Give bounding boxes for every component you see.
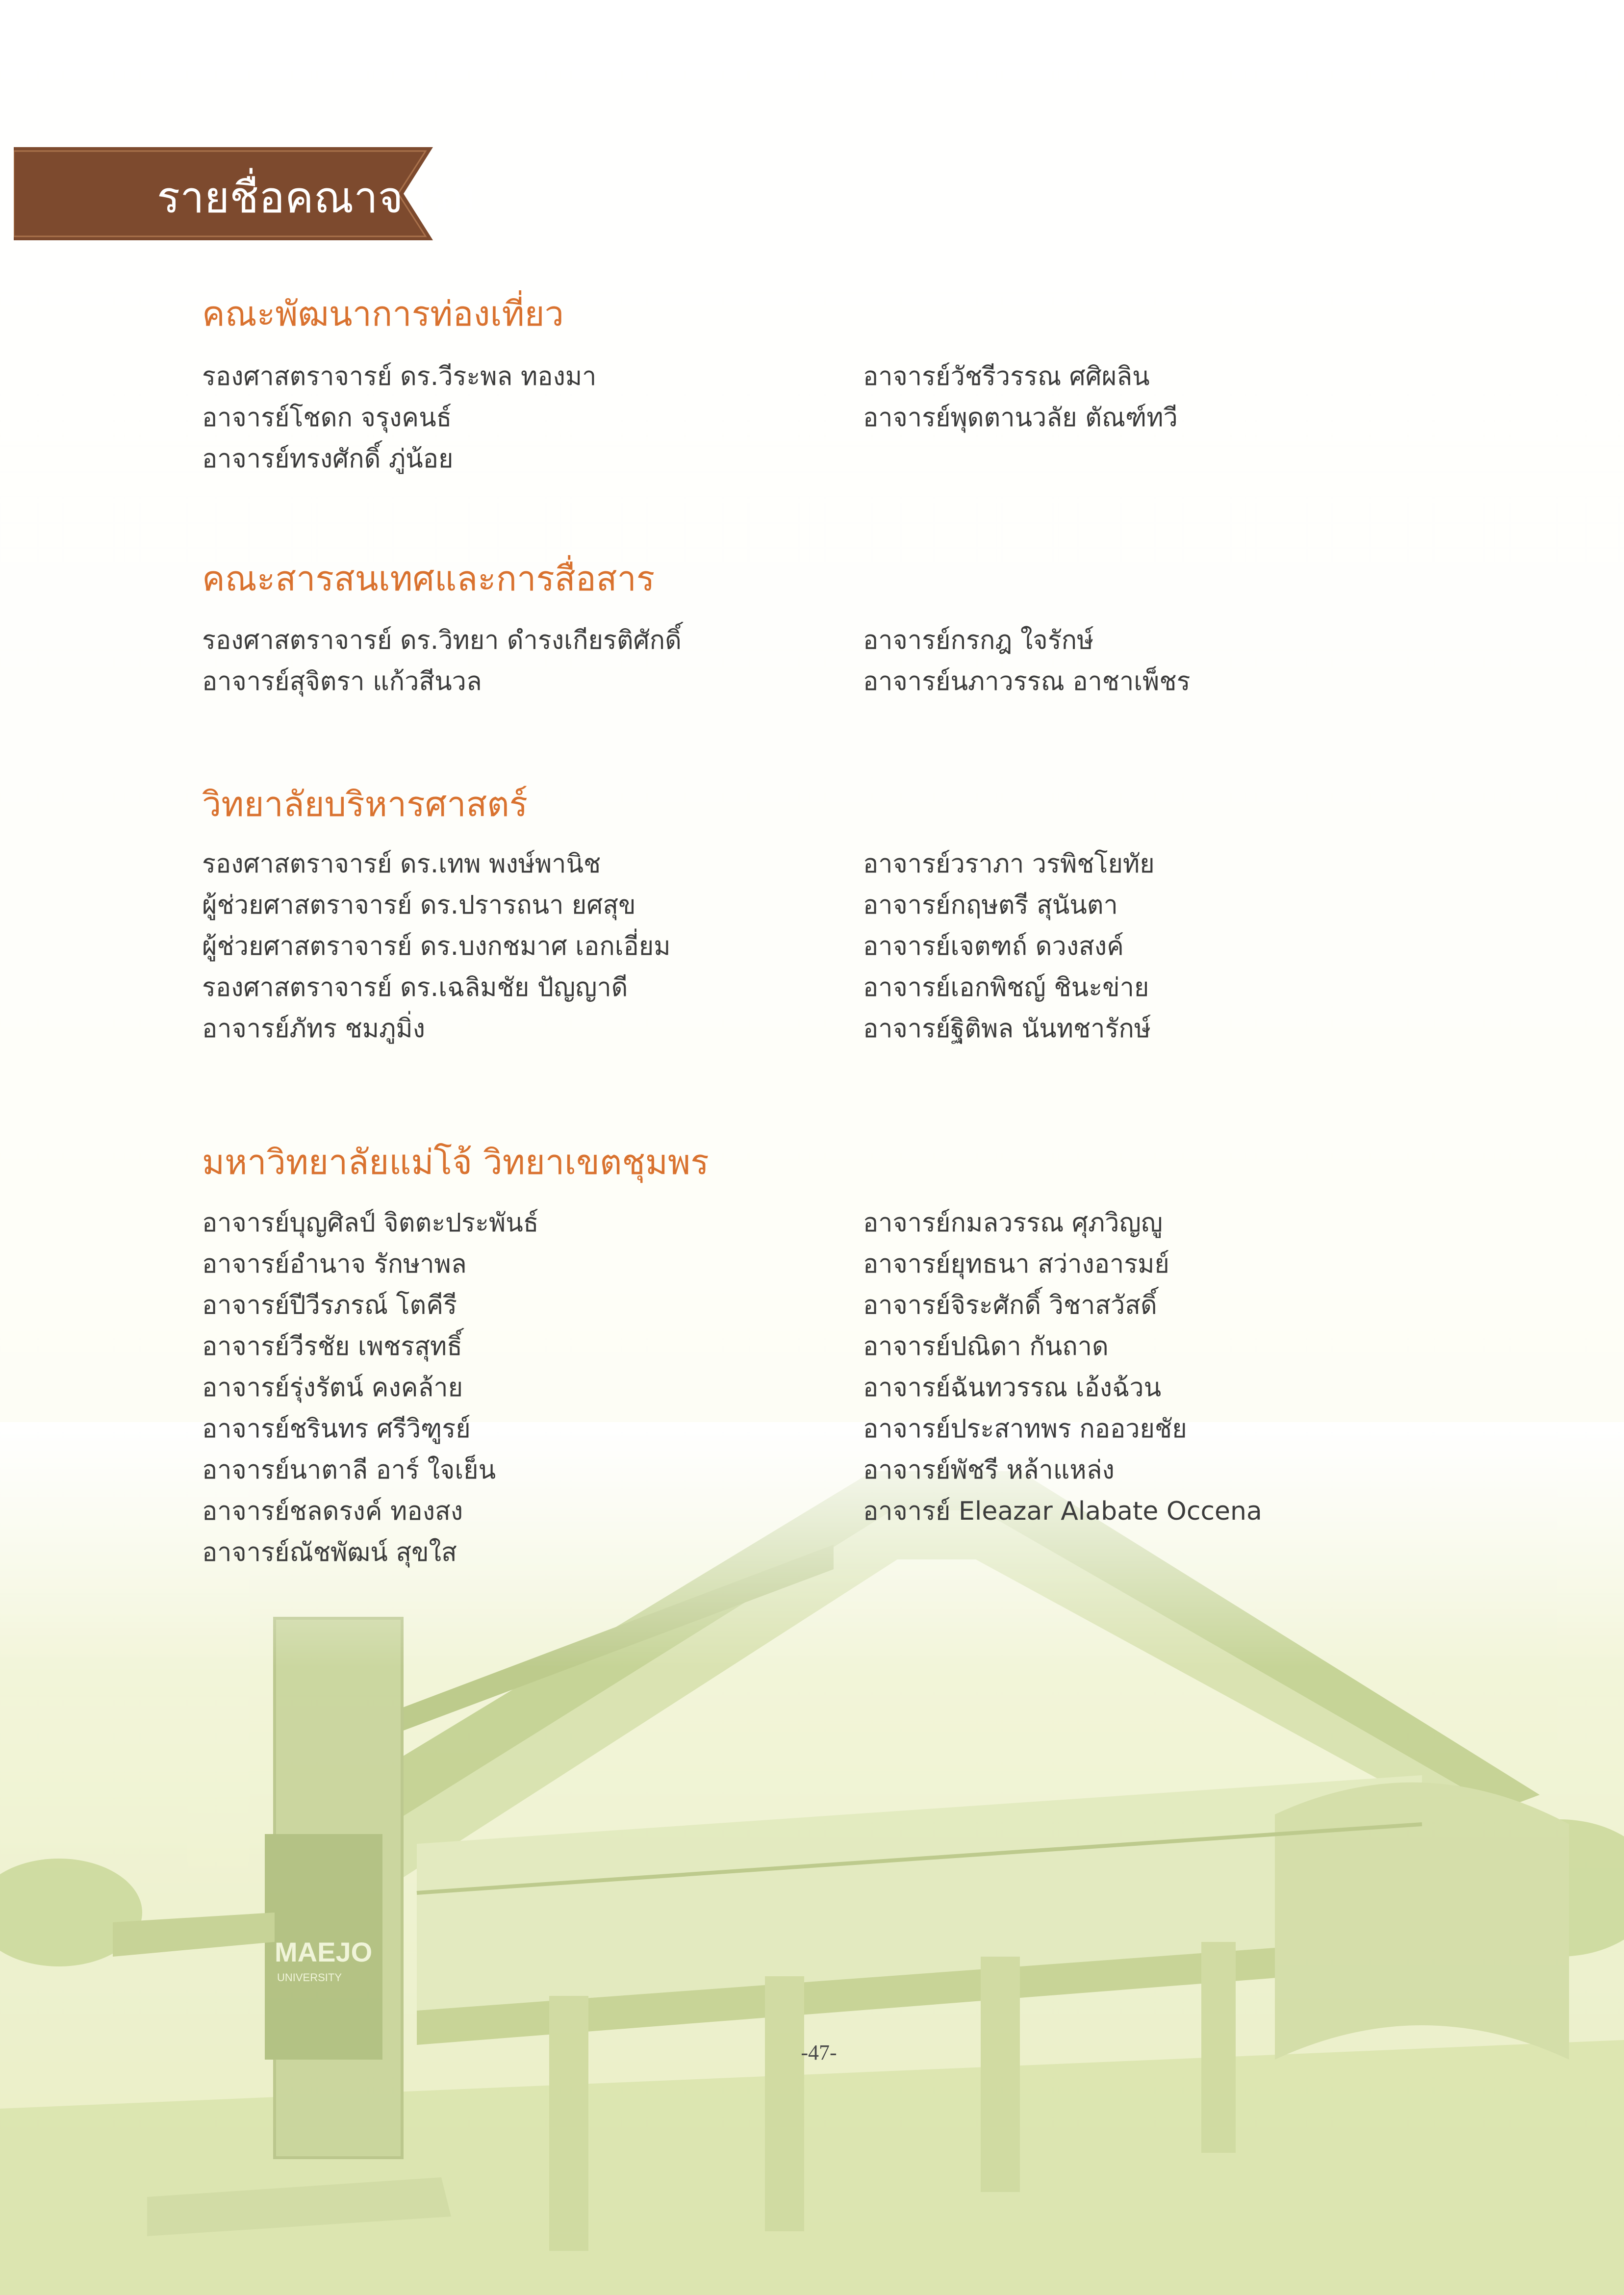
faculty-name: อาจารย์กฤษตรี สุนันตา	[863, 891, 1118, 920]
faculty-name: รองศาสตราจารย์ ดร.วิทยา ดำรงเกียรติศักดิ์	[202, 626, 682, 655]
section-public-admin-left	[202, 843, 671, 1049]
page-title: รายชื่อคณาจารย์	[157, 172, 476, 223]
faculty-name: อาจารย์บุญศิลป์ จิตตะประพันธ์	[202, 1208, 539, 1238]
section-infocomm-left	[202, 620, 682, 702]
faculty-name: อาจารย์วัชรีวรรณ ศศิผลิน	[863, 362, 1150, 391]
faculty-name: อาจารย์เจตฑถ์ ดวงสงค์	[863, 932, 1124, 961]
faculty-name: อาจารย์ Eleazar Alabate Occena	[863, 1497, 1262, 1526]
section-title-chumphon: มหาวิทยาลัยแม่โจ้ วิทยาเขตชุมพร	[202, 1142, 709, 1182]
faculty-name: อาจารย์พัชรี หล้าแหล่ง	[863, 1455, 1115, 1485]
section-chumphon-right	[863, 1202, 1262, 1532]
faculty-name: อาจารย์รุ่งรัตน์ คงคล้าย	[202, 1373, 463, 1402]
faculty-name: อาจารย์กรกฎ ใจรักษ์	[863, 626, 1094, 655]
faculty-name: ผู้ช่วยศาสตราจารย์ ดร.ปรารถนา ยศสุข	[202, 891, 636, 920]
faculty-name: รองศาสตราจารย์ ดร.เฉลิมชัย ปัญญาดี	[202, 973, 628, 1002]
faculty-name: อาจารย์ฉันทวรรณ เอ้งฉ้วน	[863, 1373, 1162, 1402]
faculty-name: อาจารย์ปีวีรภรณ์ โตคีรี	[202, 1291, 457, 1320]
faculty-name: อาจารย์ชลดรงค์ ทองสง	[202, 1497, 463, 1526]
section-public-admin-right	[863, 843, 1155, 1049]
faculty-name: อาจารย์ณัชพัฒน์ สุขใส	[202, 1538, 457, 1567]
section-infocomm-right	[863, 620, 1191, 702]
section-title-infocomm: คณะสารสนเทศและการสื่อสาร	[202, 559, 655, 599]
faculty-name: ผู้ช่วยศาสตราจารย์ ดร.บงกชมาศ เอกเอี่ยม	[202, 932, 671, 961]
faculty-name: รองศาสตราจารย์ ดร.วีระพล ทองมา	[202, 362, 597, 391]
faculty-name: อาจารย์จิระศักดิ์ วิชาสวัสดิ์	[863, 1291, 1157, 1320]
faculty-name: รองศาสตราจารย์ ดร.เทพ พงษ์พานิช	[202, 849, 601, 879]
faculty-name: อาจารย์นาตาลี อาร์ ใจเย็น	[202, 1455, 496, 1485]
faculty-name: อาจารย์โชดก จรุงคนธ์	[202, 403, 452, 433]
section-tourism-left	[202, 356, 596, 480]
faculty-name: อาจารย์ฐิติพล นันทชารักษ์	[863, 1014, 1151, 1044]
faculty-name: อาจารย์สุจิตรา แก้วสีนวล	[202, 667, 482, 696]
faculty-name: อาจารย์พุดตานวลัย ตัณฑ์ทวี	[863, 403, 1178, 433]
faculty-name: อาจารย์กมลวรรณ ศุภวิญญู	[863, 1208, 1163, 1238]
faculty-name: อาจารย์วราภา วรพิชโยทัย	[863, 849, 1155, 879]
faculty-name: อาจารย์เอกพิชญ์ ชินะข่าย	[863, 973, 1149, 1002]
section-tourism-right	[863, 356, 1178, 438]
faculty-name: อาจารย์ภัทร ชมภูมิ่ง	[202, 1014, 426, 1044]
section-title-public-admin: วิทยาลัยบริหารศาสตร์	[202, 784, 528, 824]
svg-text:MAEJO: MAEJO	[275, 1937, 373, 1967]
faculty-name: อาจารย์ทรงศักดิ์ ภู่น้อย	[202, 444, 454, 474]
page-number: -47-	[801, 2040, 837, 2065]
faculty-name: อาจารย์ยุทธนา สว่างอารมย์	[863, 1250, 1169, 1279]
svg-text:UNIVERSITY: UNIVERSITY	[277, 1971, 342, 1984]
faculty-name: อาจารย์อำนาจ รักษาพล	[202, 1250, 467, 1279]
section-title-tourism: คณะพัฒนาการท่องเที่ยว	[202, 294, 564, 334]
faculty-name: อาจารย์ประสาทพร กออวยชัย	[863, 1414, 1187, 1444]
faculty-name: อาจารย์วีรชัย เพชรสุทธิ์	[202, 1332, 462, 1361]
faculty-name: อาจารย์ปณิดา กันถาด	[863, 1332, 1109, 1361]
faculty-name: อาจารย์นภาวรรณ อาชาเพ็ชร	[863, 667, 1191, 696]
faculty-name: อาจารย์ชรินทร ศรีวิฑูรย์	[202, 1414, 471, 1444]
section-chumphon-left	[202, 1202, 539, 1573]
